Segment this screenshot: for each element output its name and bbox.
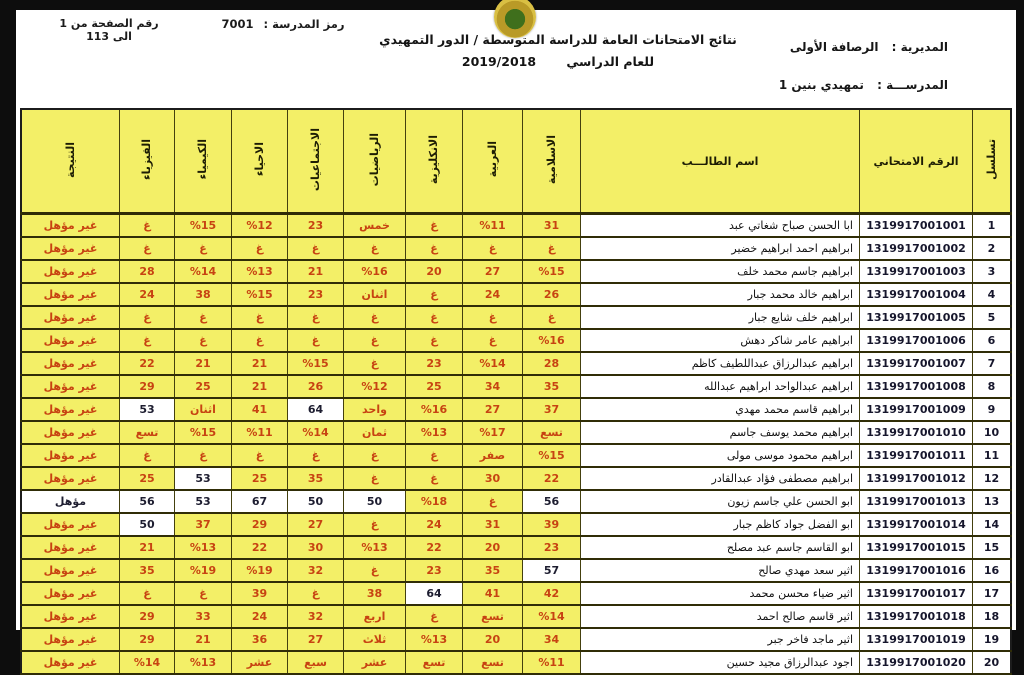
cell-english: 64 — [406, 582, 463, 605]
cell-chemistry: اثنان — [175, 398, 232, 421]
cell-arabic: غ — [463, 237, 523, 260]
cell-chemistry: غ — [175, 582, 232, 605]
cell-math: غ — [344, 444, 406, 467]
cell-english: غ — [406, 605, 463, 628]
table-row — [21, 306, 1011, 329]
cell-math: 38 — [344, 582, 406, 605]
cell-english: غ — [406, 329, 463, 352]
cell-serial: 17 — [973, 582, 1012, 605]
cell-physics: %14 — [120, 651, 175, 674]
cell-math: 50 — [344, 490, 406, 513]
cell-islamic: 42 — [523, 582, 581, 605]
table-row — [21, 467, 1011, 490]
cell-serial: 9 — [973, 398, 1012, 421]
table-row — [21, 214, 1011, 238]
cell-math: اثنان — [344, 283, 406, 306]
cell-physics: تسع — [120, 421, 175, 444]
cell-serial: 6 — [973, 329, 1012, 352]
cell-physics: 29 — [120, 628, 175, 651]
cell-arabic: 27 — [463, 260, 523, 283]
cell-biology: 21 — [232, 375, 288, 398]
cell-islamic: 28 — [523, 352, 581, 375]
school-label: المدرســـة : — [877, 78, 948, 92]
cell-serial: 18 — [973, 605, 1012, 628]
cell-math: ثلاث — [344, 628, 406, 651]
cell-serial: 5 — [973, 306, 1012, 329]
cell-serial: 2 — [973, 237, 1012, 260]
cell-islamic: 23 — [523, 536, 581, 559]
cell-name: ابراهيم عبدالواحد ابراهيم عبدالله — [581, 375, 860, 398]
cell-chemistry: %15 — [175, 214, 232, 238]
cell-islamic: 22 — [523, 467, 581, 490]
cell-serial: 1 — [973, 214, 1012, 238]
report-title: نتائج الامتحانات العامة للدراسة المتوسطة / الدور التمهيدي — [379, 32, 737, 47]
cell-exam_no: 1319917001001 — [860, 214, 973, 238]
cell-physics: 25 — [120, 467, 175, 490]
cell-social: 27 — [288, 628, 344, 651]
col-header-serial: تسلسل — [973, 109, 1012, 214]
cell-english: 22 — [406, 536, 463, 559]
cell-exam_no: 1319917001006 — [860, 329, 973, 352]
cell-biology: 41 — [232, 398, 288, 421]
cell-math: اربع — [344, 605, 406, 628]
school-value: تمهيدي بنين 1 — [778, 78, 864, 92]
table-row — [21, 444, 1011, 467]
cell-name: ابراهيم محمود موسى مولى — [581, 444, 860, 467]
cell-name: ابراهيم عامر شاكر دهش — [581, 329, 860, 352]
cell-biology: %12 — [232, 214, 288, 238]
cell-biology: %13 — [232, 260, 288, 283]
cell-social: غ — [288, 329, 344, 352]
cell-islamic: 26 — [523, 283, 581, 306]
cell-social: 23 — [288, 283, 344, 306]
col-header-social: الاجتماعيات — [288, 109, 344, 214]
cell-islamic: 57 — [523, 559, 581, 582]
col-header-result: النتيجة — [21, 109, 120, 214]
cell-biology: غ — [232, 444, 288, 467]
cell-result: غير مؤهل — [21, 352, 120, 375]
cell-name: اثير ماجد فاخر جبر — [581, 628, 860, 651]
cell-name: ابا الحسن صباح شغاتي عبد — [581, 214, 860, 238]
cell-social: 27 — [288, 513, 344, 536]
cell-biology: 24 — [232, 605, 288, 628]
cell-chemistry: غ — [175, 306, 232, 329]
cell-arabic: 20 — [463, 536, 523, 559]
cell-islamic: %11 — [523, 651, 581, 674]
cell-english: 25 — [406, 375, 463, 398]
cell-physics: 29 — [120, 605, 175, 628]
academic-year-line — [368, 54, 748, 69]
cell-english: %13 — [406, 628, 463, 651]
cell-biology: 36 — [232, 628, 288, 651]
cell-physics: 50 — [120, 513, 175, 536]
cell-math: غ — [344, 513, 406, 536]
cell-islamic: 39 — [523, 513, 581, 536]
cell-result: غير مؤهل — [21, 628, 120, 651]
cell-social: %15 — [288, 352, 344, 375]
cell-chemistry: غ — [175, 329, 232, 352]
cell-math: %16 — [344, 260, 406, 283]
cell-arabic: تسع — [463, 605, 523, 628]
cell-math: غ — [344, 237, 406, 260]
table-row — [21, 582, 1011, 605]
results-page — [16, 10, 1016, 669]
cell-exam_no: 1319917001013 — [860, 490, 973, 513]
col-header-arabic: العربية — [463, 109, 523, 214]
cell-math: ثمان — [344, 421, 406, 444]
cell-serial: 12 — [973, 467, 1012, 490]
cell-english: 23 — [406, 352, 463, 375]
cell-math: %12 — [344, 375, 406, 398]
directorate-line — [708, 40, 948, 54]
table-row — [21, 559, 1011, 582]
col-header-exam_no: الرقم الامتحاني — [860, 109, 973, 214]
cell-result: غير مؤهل — [21, 283, 120, 306]
cell-serial: 19 — [973, 628, 1012, 651]
cell-biology: %19 — [232, 559, 288, 582]
cell-biology: 21 — [232, 352, 288, 375]
cell-social: 30 — [288, 536, 344, 559]
cell-math: غ — [344, 352, 406, 375]
table-row — [21, 421, 1011, 444]
table-row — [21, 237, 1011, 260]
cell-arabic: 41 — [463, 582, 523, 605]
cell-physics: 29 — [120, 375, 175, 398]
cell-serial: 15 — [973, 536, 1012, 559]
cell-physics: 21 — [120, 536, 175, 559]
cell-exam_no: 1319917001011 — [860, 444, 973, 467]
table-row — [21, 283, 1011, 306]
cell-result: غير مؤهل — [21, 513, 120, 536]
table-row — [21, 513, 1011, 536]
cell-result: غير مؤهل — [21, 605, 120, 628]
cell-arabic: 35 — [463, 559, 523, 582]
cell-arabic: 24 — [463, 283, 523, 306]
school-code — [208, 17, 358, 31]
cell-chemistry: 38 — [175, 283, 232, 306]
table-row — [21, 260, 1011, 283]
directorate-label: المديرية : — [891, 40, 948, 54]
table-row — [21, 329, 1011, 352]
cell-serial: 13 — [973, 490, 1012, 513]
table-row — [21, 651, 1011, 674]
academic-year-value: 2019/2018 — [461, 54, 537, 69]
table-header-row — [21, 109, 1011, 214]
cell-arabic: %11 — [463, 214, 523, 238]
cell-physics: غ — [120, 214, 175, 238]
cell-biology: غ — [232, 329, 288, 352]
school-code-label: رمز المدرسة : — [263, 17, 345, 31]
cell-biology: غ — [232, 306, 288, 329]
cell-chemistry: %19 — [175, 559, 232, 582]
cell-result: غير مؤهل — [21, 651, 120, 674]
col-header-name: اسم الطالـــب — [581, 109, 860, 214]
cell-result: غير مؤهل — [21, 260, 120, 283]
cell-serial: 20 — [973, 651, 1012, 674]
cell-exam_no: 1319917001019 — [860, 628, 973, 651]
cell-math: واحد — [344, 398, 406, 421]
cell-arabic: غ — [463, 306, 523, 329]
academic-year-label: للعام الدراسي — [566, 54, 655, 69]
cell-chemistry: غ — [175, 237, 232, 260]
cell-islamic: 34 — [523, 628, 581, 651]
cell-islamic: غ — [523, 237, 581, 260]
cell-chemistry: %15 — [175, 421, 232, 444]
cell-math: %13 — [344, 536, 406, 559]
page-range-label: رقم الصفحة من 1 الى 113 — [59, 17, 159, 43]
col-header-english: الانكليزية — [406, 109, 463, 214]
cell-english: %16 — [406, 398, 463, 421]
col-header-math: الرياضيات — [344, 109, 406, 214]
cell-english: 20 — [406, 260, 463, 283]
cell-chemistry: 21 — [175, 352, 232, 375]
cell-result: مؤهل — [21, 490, 120, 513]
cell-arabic: غ — [463, 329, 523, 352]
cell-chemistry: %13 — [175, 536, 232, 559]
cell-name: ابو القاسم جاسم عبد مصلح — [581, 536, 860, 559]
cell-chemistry: غ — [175, 444, 232, 467]
cell-result: غير مؤهل — [21, 306, 120, 329]
cell-biology: %15 — [232, 283, 288, 306]
cell-name: ابراهيم خالد محمد جبار — [581, 283, 860, 306]
cell-name: ابراهيم جاسم محمد خلف — [581, 260, 860, 283]
cell-serial: 8 — [973, 375, 1012, 398]
cell-name: اجود عبدالرزاق مجيد حسين — [581, 651, 860, 674]
cell-english: 24 — [406, 513, 463, 536]
cell-social: %14 — [288, 421, 344, 444]
cell-social: 50 — [288, 490, 344, 513]
cell-biology: 67 — [232, 490, 288, 513]
cell-chemistry: 53 — [175, 467, 232, 490]
cell-biology: غ — [232, 237, 288, 260]
cell-chemistry: 37 — [175, 513, 232, 536]
cell-result: غير مؤهل — [21, 559, 120, 582]
cell-exam_no: 1319917001012 — [860, 467, 973, 490]
cell-serial: 16 — [973, 559, 1012, 582]
cell-exam_no: 1319917001004 — [860, 283, 973, 306]
cell-exam_no: 1319917001003 — [860, 260, 973, 283]
col-header-biology: الاحياء — [232, 109, 288, 214]
cell-social: 64 — [288, 398, 344, 421]
cell-arabic: 34 — [463, 375, 523, 398]
cell-result: غير مؤهل — [21, 398, 120, 421]
cell-serial: 11 — [973, 444, 1012, 467]
cell-chemistry: %14 — [175, 260, 232, 283]
cell-arabic: 30 — [463, 467, 523, 490]
cell-english: %18 — [406, 490, 463, 513]
cell-result: غير مؤهل — [21, 582, 120, 605]
cell-biology: %11 — [232, 421, 288, 444]
cell-exam_no: 1319917001015 — [860, 536, 973, 559]
cell-social: سبع — [288, 651, 344, 674]
table-row — [21, 352, 1011, 375]
directorate-value: الرصافة الأولى — [789, 40, 879, 54]
cell-english: غ — [406, 444, 463, 467]
table-row — [21, 490, 1011, 513]
cell-english: 23 — [406, 559, 463, 582]
cell-islamic: %16 — [523, 329, 581, 352]
cell-physics: غ — [120, 237, 175, 260]
cell-social: 26 — [288, 375, 344, 398]
cell-arabic: 20 — [463, 628, 523, 651]
cell-islamic: 56 — [523, 490, 581, 513]
cell-serial: 3 — [973, 260, 1012, 283]
cell-exam_no: 1319917001018 — [860, 605, 973, 628]
cell-social: 23 — [288, 214, 344, 238]
cell-math: خمس — [344, 214, 406, 238]
cell-english: غ — [406, 306, 463, 329]
cell-physics: غ — [120, 329, 175, 352]
school-code-value: 7001 — [221, 17, 254, 31]
cell-social: غ — [288, 582, 344, 605]
cell-result: غير مؤهل — [21, 237, 120, 260]
cell-english: %13 — [406, 421, 463, 444]
cell-exam_no: 1319917001016 — [860, 559, 973, 582]
cell-islamic: 37 — [523, 398, 581, 421]
cell-math: غ — [344, 306, 406, 329]
cell-social: غ — [288, 444, 344, 467]
report-title-block — [368, 31, 748, 69]
cell-exam_no: 1319917001005 — [860, 306, 973, 329]
cell-chemistry: 25 — [175, 375, 232, 398]
cell-name: ابراهيم قاسم محمد مهدي — [581, 398, 860, 421]
cell-exam_no: 1319917001020 — [860, 651, 973, 674]
cell-arabic: %17 — [463, 421, 523, 444]
cell-english: غ — [406, 467, 463, 490]
cell-math: عشر — [344, 651, 406, 674]
cell-chemistry: 33 — [175, 605, 232, 628]
cell-biology: عشر — [232, 651, 288, 674]
cell-name: اثير ضياء محسن محمد — [581, 582, 860, 605]
cell-name: ابراهيم خلف شايع جبار — [581, 306, 860, 329]
cell-math: غ — [344, 559, 406, 582]
cell-physics: 22 — [120, 352, 175, 375]
cell-biology: 25 — [232, 467, 288, 490]
cell-islamic: 31 — [523, 214, 581, 238]
cell-arabic: 31 — [463, 513, 523, 536]
cell-exam_no: 1319917001014 — [860, 513, 973, 536]
results-table — [20, 108, 1012, 675]
cell-name: ابراهيم محمد يوسف جاسم — [581, 421, 860, 444]
cell-math: غ — [344, 467, 406, 490]
cell-exam_no: 1319917001017 — [860, 582, 973, 605]
cell-islamic: تسع — [523, 421, 581, 444]
cell-name: ابراهيم احمد ابراهيم خضير — [581, 237, 860, 260]
cell-arabic: صفر — [463, 444, 523, 467]
table-row — [21, 398, 1011, 421]
table-row — [21, 536, 1011, 559]
cell-physics: 24 — [120, 283, 175, 306]
cell-exam_no: 1319917001002 — [860, 237, 973, 260]
table-row — [21, 628, 1011, 651]
table-row — [21, 605, 1011, 628]
cell-arabic: تسع — [463, 651, 523, 674]
cell-physics: 28 — [120, 260, 175, 283]
cell-physics: 35 — [120, 559, 175, 582]
cell-english: تسع — [406, 651, 463, 674]
cell-physics: 53 — [120, 398, 175, 421]
cell-social: 35 — [288, 467, 344, 490]
cell-arabic: 27 — [463, 398, 523, 421]
cell-physics: غ — [120, 306, 175, 329]
cell-exam_no: 1319917001010 — [860, 421, 973, 444]
cell-name: ابراهيم عبدالرزاق عبداللطيف كاظم — [581, 352, 860, 375]
cell-islamic: غ — [523, 306, 581, 329]
cell-islamic: %14 — [523, 605, 581, 628]
cell-social: غ — [288, 237, 344, 260]
cell-english: غ — [406, 237, 463, 260]
col-header-chemistry: الكيمياء — [175, 109, 232, 214]
cell-name: ابراهيم مصطفى فؤاد عبدالقادر — [581, 467, 860, 490]
cell-serial: 10 — [973, 421, 1012, 444]
cell-name: ابو الفضل جواد كاظم جبار — [581, 513, 860, 536]
cell-name: ابو الحسن علي جاسم زيون — [581, 490, 860, 513]
cell-chemistry: 21 — [175, 628, 232, 651]
cell-physics: غ — [120, 582, 175, 605]
table-row — [21, 375, 1011, 398]
cell-result: غير مؤهل — [21, 421, 120, 444]
cell-name: اثير سعد مهدي صالح — [581, 559, 860, 582]
school-line — [708, 78, 948, 92]
cell-chemistry: %13 — [175, 651, 232, 674]
cell-result: غير مؤهل — [21, 467, 120, 490]
cell-english: غ — [406, 214, 463, 238]
cell-social: غ — [288, 306, 344, 329]
cell-social: 32 — [288, 605, 344, 628]
cell-islamic: %15 — [523, 444, 581, 467]
cell-exam_no: 1319917001008 — [860, 375, 973, 398]
cell-biology: 22 — [232, 536, 288, 559]
cell-islamic: 35 — [523, 375, 581, 398]
cell-result: غير مؤهل — [21, 444, 120, 467]
cell-biology: 29 — [232, 513, 288, 536]
cell-islamic: %15 — [523, 260, 581, 283]
col-header-islamic: الاسلامية — [523, 109, 581, 214]
cell-result: غير مؤهل — [21, 536, 120, 559]
cell-exam_no: 1319917001007 — [860, 352, 973, 375]
cell-result: غير مؤهل — [21, 375, 120, 398]
cell-math: غ — [344, 329, 406, 352]
cell-arabic: %14 — [463, 352, 523, 375]
cell-serial: 7 — [973, 352, 1012, 375]
col-header-physics: الفيزياء — [120, 109, 175, 214]
cell-serial: 4 — [973, 283, 1012, 306]
cell-result: غير مؤهل — [21, 214, 120, 238]
cell-physics: غ — [120, 444, 175, 467]
cell-exam_no: 1319917001009 — [860, 398, 973, 421]
cell-social: 21 — [288, 260, 344, 283]
cell-physics: 56 — [120, 490, 175, 513]
cell-english: غ — [406, 283, 463, 306]
cell-arabic: غ — [463, 490, 523, 513]
cell-biology: 39 — [232, 582, 288, 605]
cell-name: اثير قاسم صالح احمد — [581, 605, 860, 628]
cell-result: غير مؤهل — [21, 329, 120, 352]
cell-social: 32 — [288, 559, 344, 582]
cell-serial: 14 — [973, 513, 1012, 536]
cell-chemistry: 53 — [175, 490, 232, 513]
